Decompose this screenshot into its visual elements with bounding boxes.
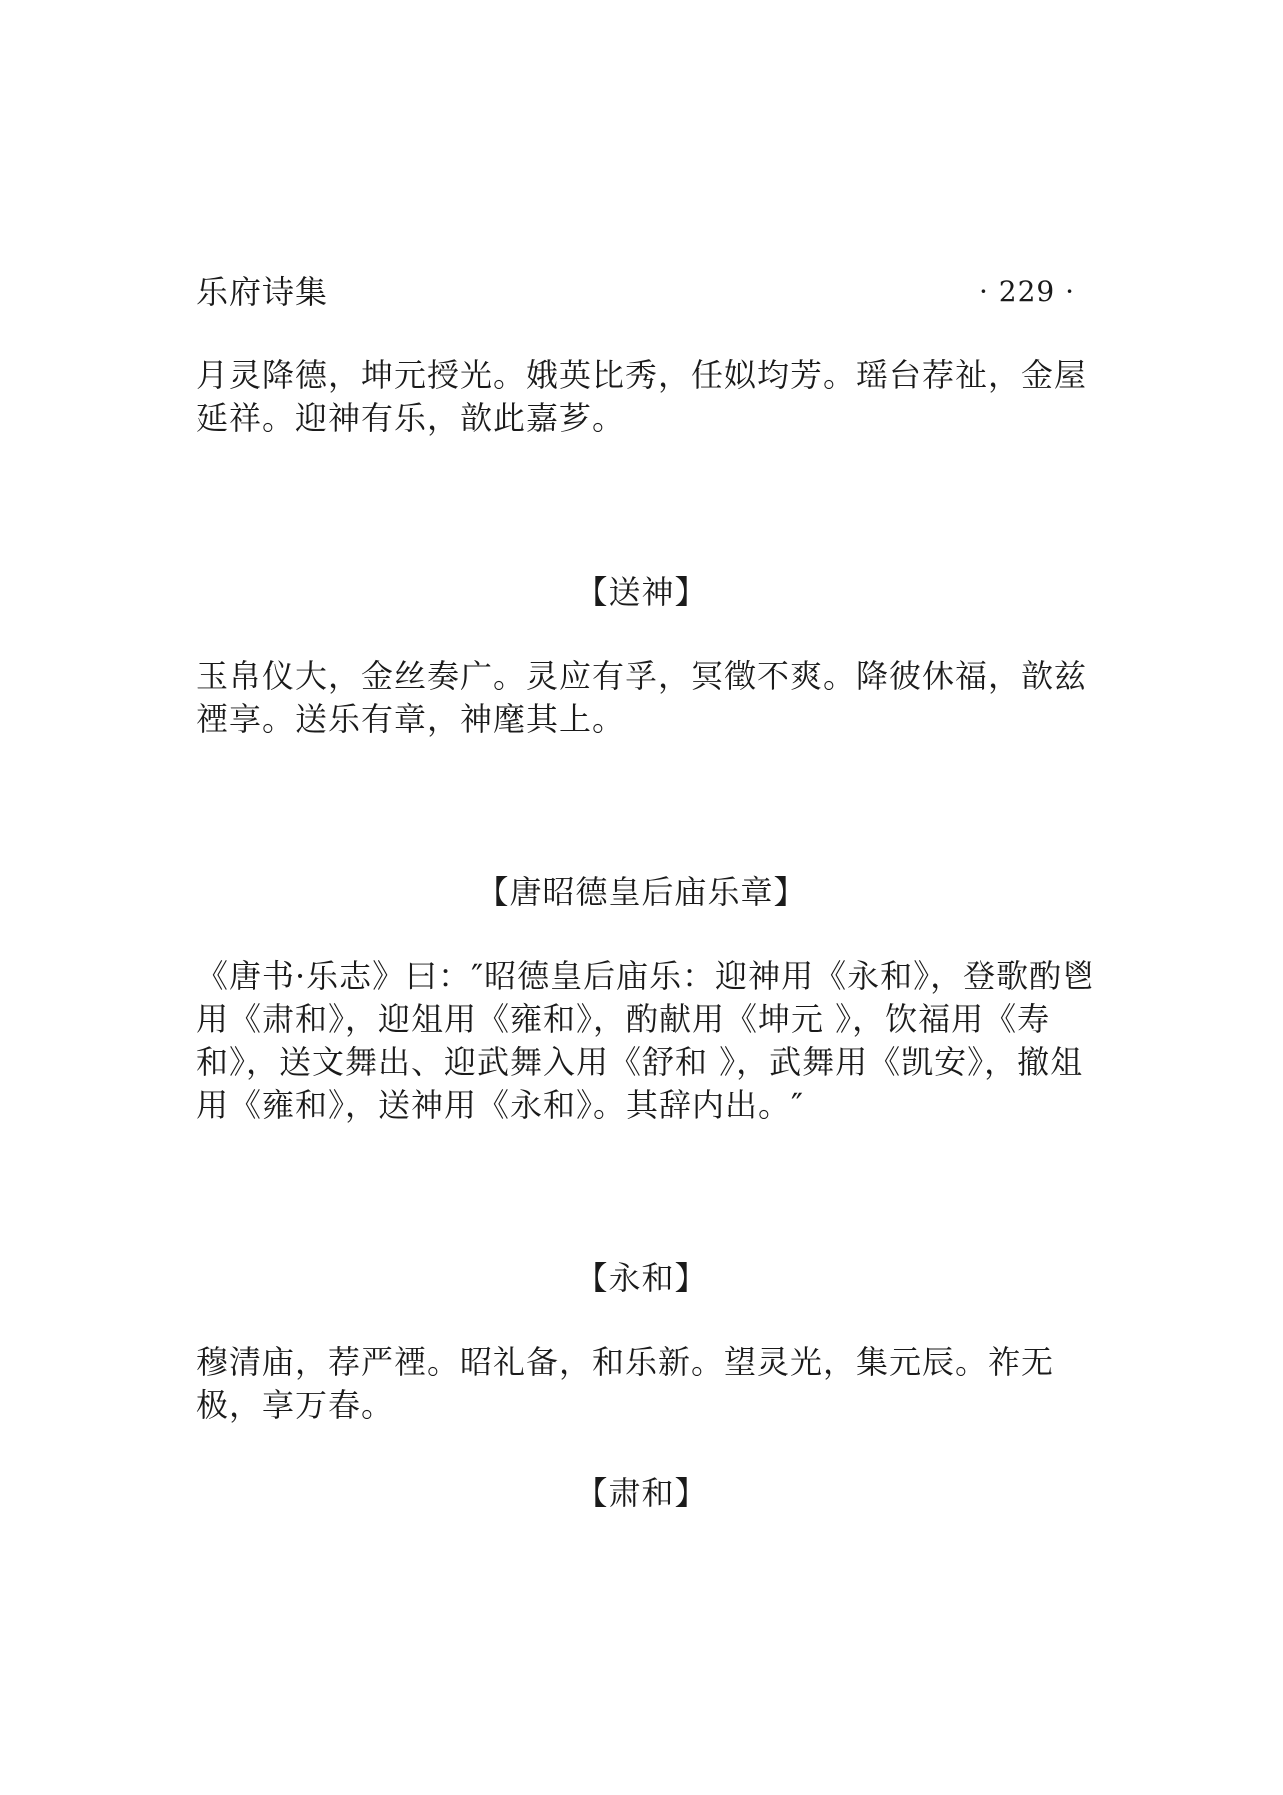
section-heading-suhe: 【肃和】	[575, 1474, 708, 1512]
section-heading-tang-zhaode: 【唐昭德皇后庙乐章】	[476, 873, 807, 911]
book-title: 乐府诗集	[196, 273, 329, 311]
poem-paragraph-1: 月灵降德，坤元授光。娥英比秀，任姒均芳。瑶台荐祉，金屋延祥。迎神有乐，歆此嘉芗。	[196, 356, 1088, 437]
intro-paragraph: 《唐书·乐志》曰：″昭德皇后庙乐：迎神用《永和》，登歌酌鬯用《肃和》，迎俎用《雍和》，酌献用《坤元 》，饮福用《寿和》，送文舞出、迎武舞入用《舒和 》，武舞用《凯安》，撤俎用《雍和》，送神用《永和》。其辞内出。″	[196, 957, 1096, 1124]
poem-paragraph-3: 穆清庙，荐严禋。昭礼备，和乐新。望灵光，集元辰。祚无极，享万春。	[196, 1343, 1055, 1424]
section-heading-songshen: 【送神】	[575, 573, 708, 611]
page-number: · 229 ·	[978, 275, 1075, 308]
section-heading-yonghe: 【永和】	[575, 1259, 708, 1297]
poem-paragraph-2: 玉帛仪大，金丝奏广。灵应有孚，冥徵不爽。降彼休福，歆兹禋享。送乐有章，神麾其上。	[196, 657, 1088, 738]
